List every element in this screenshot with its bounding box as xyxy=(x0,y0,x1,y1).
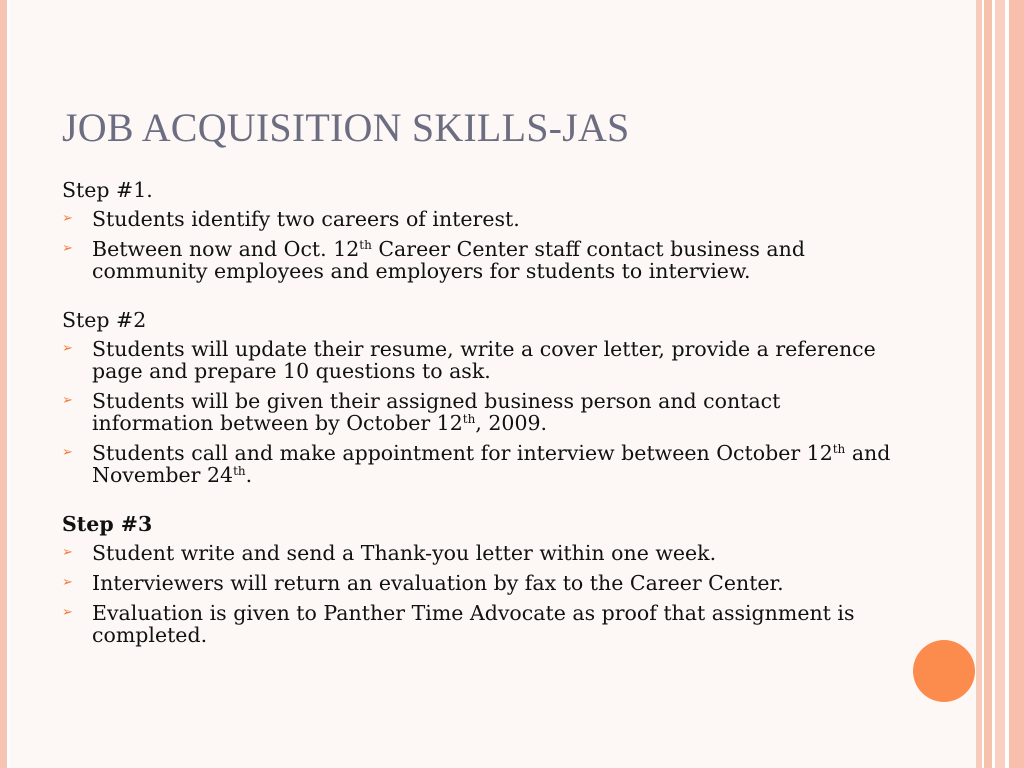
slide-border-right-stripe xyxy=(984,0,992,768)
ordinal-suffix: th xyxy=(832,442,846,456)
step-2-bullet-1 xyxy=(62,338,892,382)
slide-border-right-stripe xyxy=(976,0,982,768)
ordinal-suffix: th xyxy=(462,412,476,426)
step-3-heading: Step #3 xyxy=(62,512,153,536)
step-3-bullet-3 xyxy=(62,602,892,646)
ordinal-suffix: th xyxy=(233,464,246,478)
slide-border-right-stripe xyxy=(1009,0,1024,768)
bullet-text: Between now and Oct. 12th Career Center staff contact business and community employees and employers for students to interview. xyxy=(92,237,805,283)
step-2-bullet-2 xyxy=(62,390,892,434)
slide-content xyxy=(62,178,892,654)
step-3-bullet-1 xyxy=(62,542,892,564)
bullet-text: Students will update their resume, write a cover letter, provide a reference page and prepare 10 questions to ask. xyxy=(92,337,876,383)
bullet-arrow-icon: ➢ xyxy=(62,341,73,356)
slide-title: JOB ACQUISITION SKILLS-JAS xyxy=(62,105,630,150)
bullet-text: Student write and send a Thank-you letter within one week. xyxy=(92,541,717,565)
accent-circle xyxy=(913,640,975,702)
step-1-bullet-2 xyxy=(62,238,892,282)
bullet-arrow-icon: ➢ xyxy=(62,605,73,620)
slide-border-right-stripe xyxy=(995,0,1005,768)
step-2-bullet-3 xyxy=(62,442,892,486)
bullet-text: Students identify two careers of interest. xyxy=(92,207,520,231)
step-3-bullet-2 xyxy=(62,572,892,594)
step-2-heading: Step #2 xyxy=(62,308,147,332)
bullet-text: Evaluation is given to Panther Time Advocate as proof that assignment is completed. xyxy=(92,601,855,647)
bullet-arrow-icon: ➢ xyxy=(62,575,73,590)
bullet-arrow-icon: ➢ xyxy=(62,211,73,226)
bullet-arrow-icon: ➢ xyxy=(62,545,73,560)
bullet-arrow-icon: ➢ xyxy=(62,393,73,408)
step-1-heading: Step #1. xyxy=(62,178,153,202)
slide-border-left xyxy=(0,0,7,768)
bullet-text: Students call and make appointment for interview between October 12th and November 24th. xyxy=(92,441,891,487)
ordinal-suffix: th xyxy=(359,238,372,252)
bullet-arrow-icon: ➢ xyxy=(62,445,73,460)
bullet-text: Students will be given their assigned business person and contact information between by October 12th, 2009. xyxy=(92,389,781,435)
bullet-text: Interviewers will return an evaluation by fax to the Career Center. xyxy=(92,571,784,595)
step-1-bullet-1 xyxy=(62,208,892,230)
bullet-arrow-icon: ➢ xyxy=(62,241,73,256)
